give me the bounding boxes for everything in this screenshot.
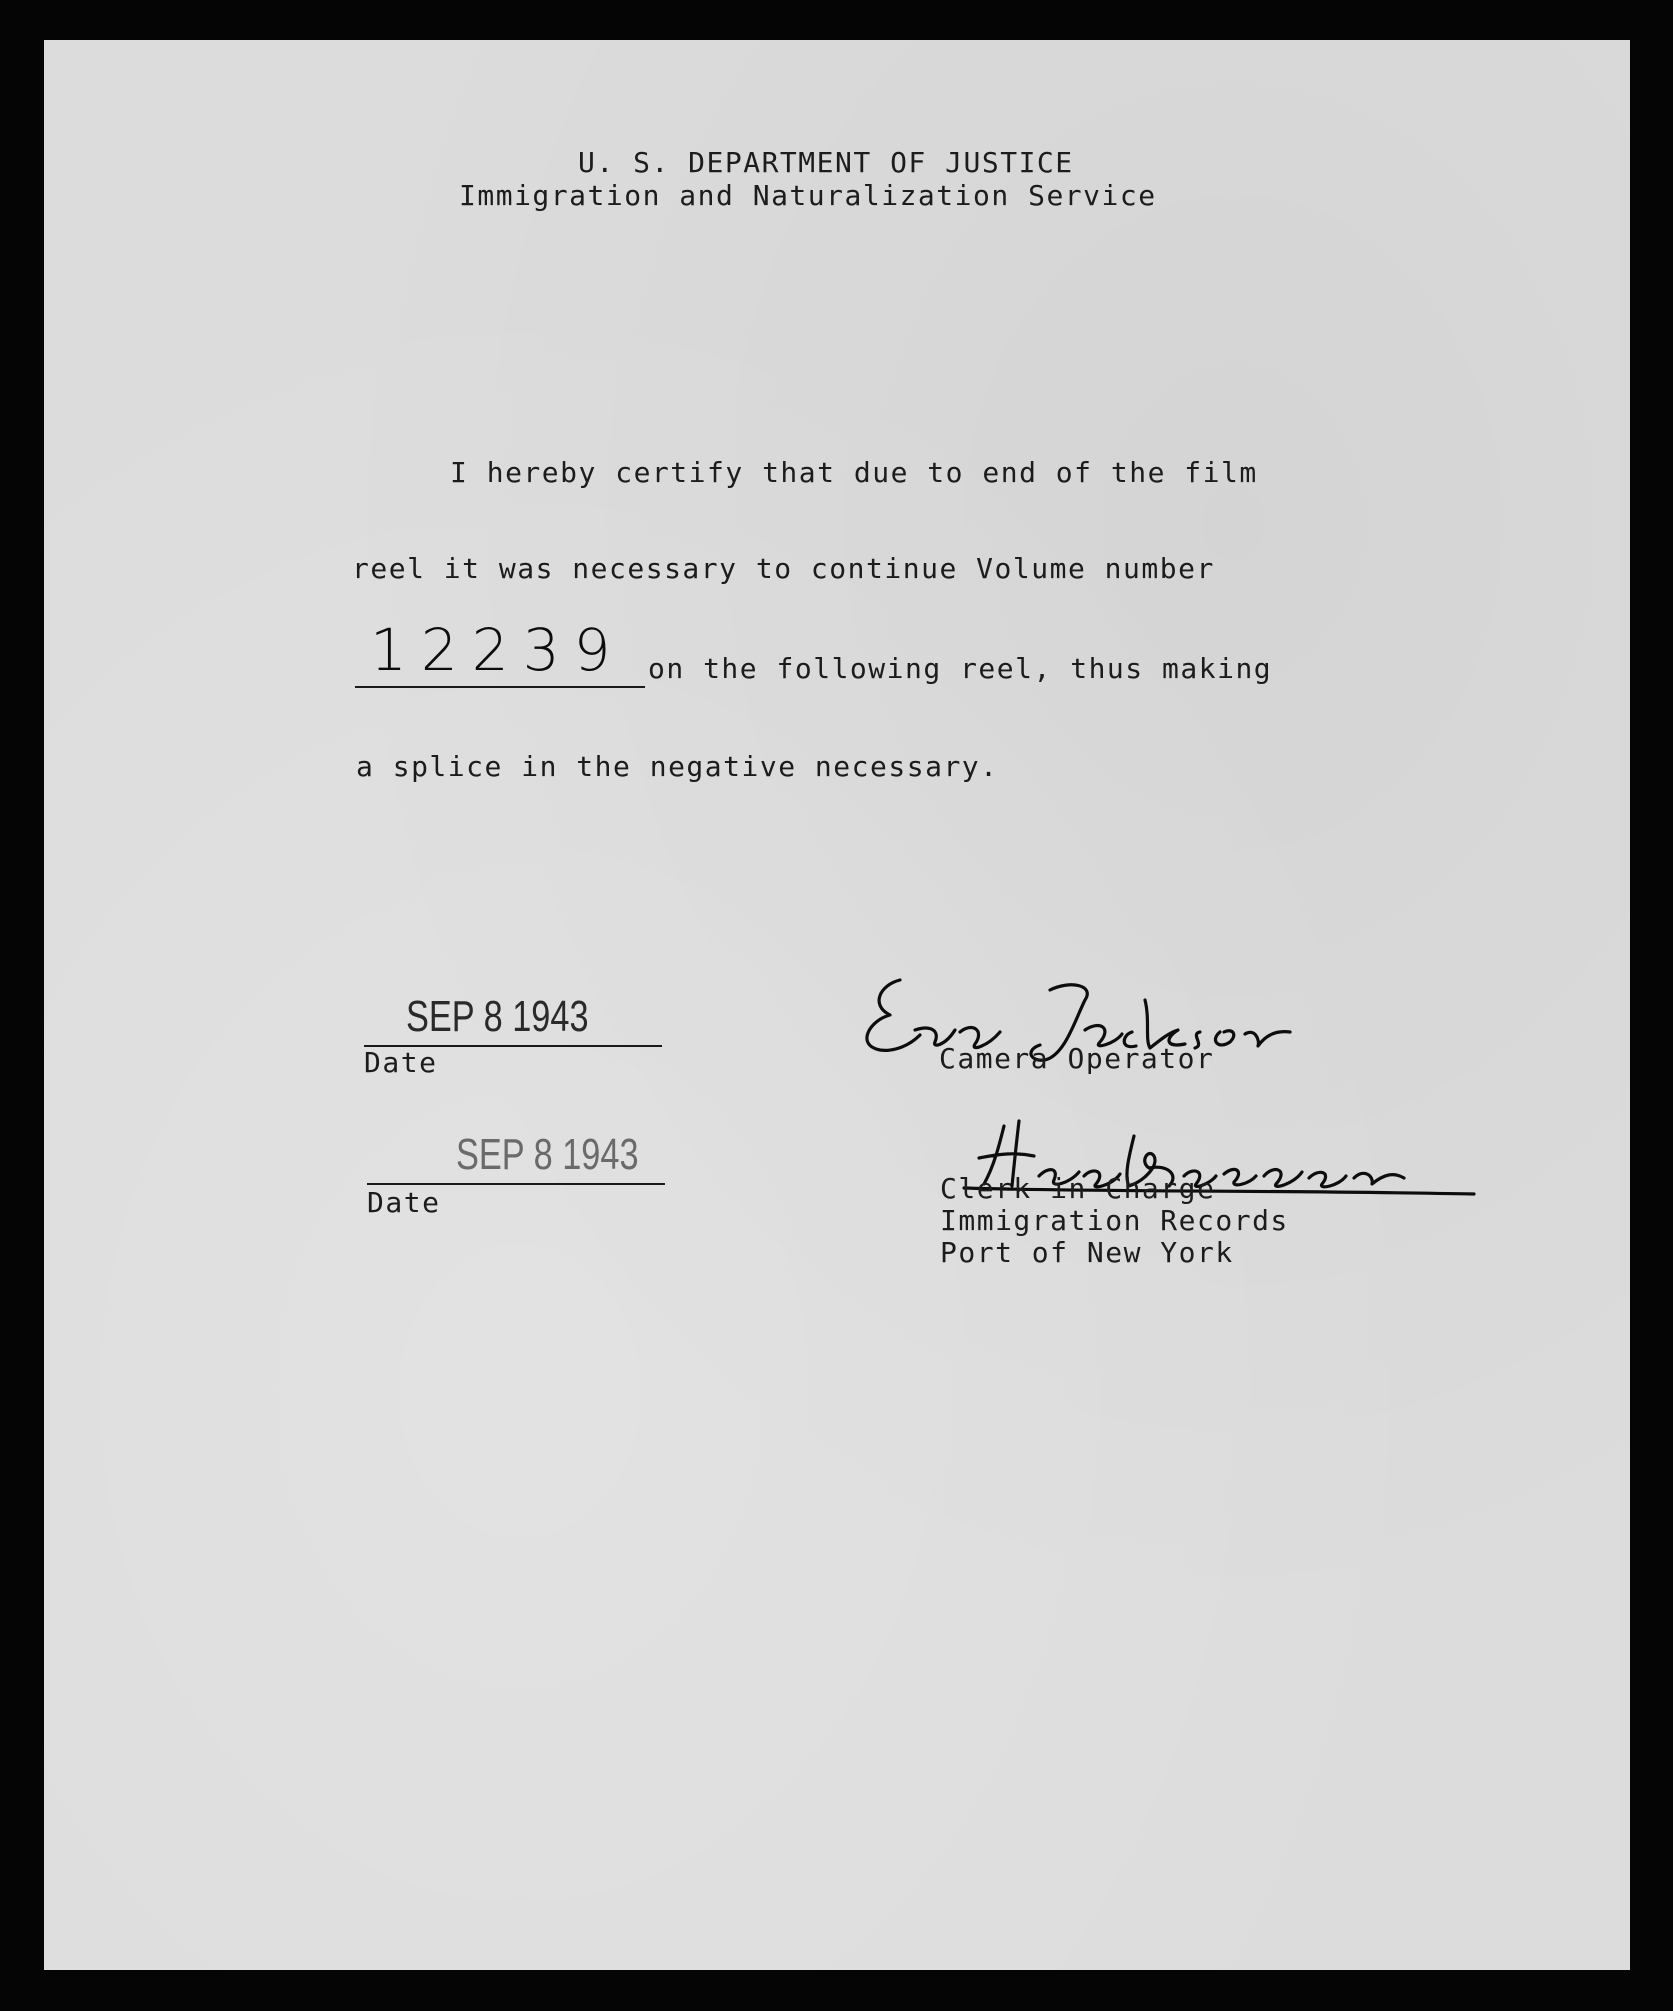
body-line-1: I hereby certify that due to end of the film (450, 456, 1258, 489)
date-label-1: Date (364, 1046, 438, 1079)
date-stamp-1: SEP 8 1943 (406, 992, 589, 1041)
body-line-3: on the following reel, thus making (648, 652, 1273, 685)
date-label-2: Date (367, 1186, 441, 1219)
clerk-role-line-2: Immigration Records (940, 1204, 1289, 1237)
clerk-role-line-3: Port of New York (940, 1236, 1234, 1269)
body-line-4: a splice in the negative necessary. (356, 750, 999, 783)
volume-number-underline (355, 686, 645, 688)
date-line-2 (367, 1183, 665, 1185)
service-heading: Immigration and Naturalization Service (459, 179, 1157, 212)
document-page (44, 40, 1630, 1970)
clerk-role-line-1: Clerk in Charge (940, 1172, 1216, 1205)
date-stamp-2: SEP 8 1943 (456, 1130, 639, 1179)
body-line-2: reel it was necessary to continue Volume number (352, 552, 1215, 585)
volume-number-handwritten: 12239 (370, 616, 625, 684)
department-heading: U. S. DEPARTMENT OF JUSTICE (578, 146, 1074, 179)
camera-operator-label: Camera Operator (939, 1042, 1215, 1075)
